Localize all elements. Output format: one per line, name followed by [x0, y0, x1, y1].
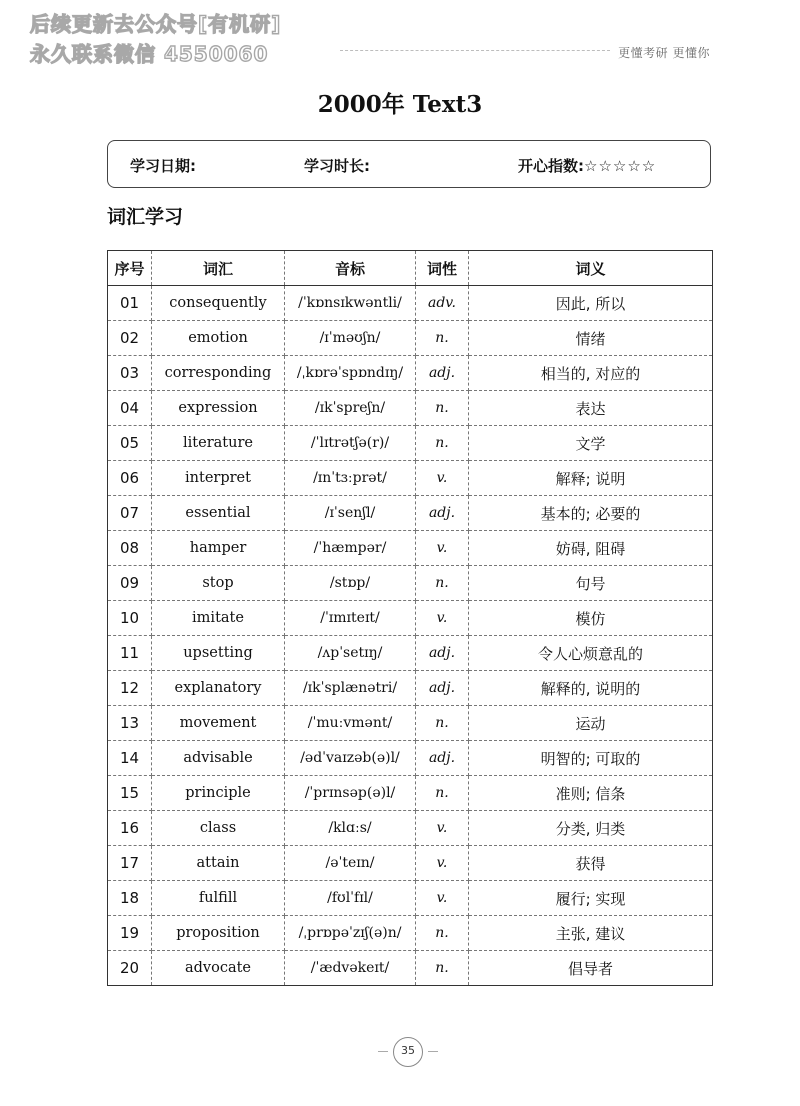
- part-of-speech: n.: [416, 916, 469, 951]
- table-row: [108, 531, 713, 566]
- part-of-speech: v.: [416, 846, 469, 881]
- part-of-speech: adj.: [416, 636, 469, 671]
- part-of-speech: v.: [416, 811, 469, 846]
- part-of-speech: n.: [416, 706, 469, 741]
- row-number: 16: [108, 811, 152, 846]
- study-duration-label: 学习时长:: [304, 157, 370, 175]
- vocab-word: advocate: [152, 951, 285, 986]
- meaning: 因此, 所以: [469, 286, 713, 321]
- phonetic: /ˈɪmɪteɪt/: [285, 601, 416, 636]
- vocab-word: interpret: [152, 461, 285, 496]
- table-row: [108, 741, 713, 776]
- phonetic: /klɑːs/: [285, 811, 416, 846]
- table-row: [108, 461, 713, 496]
- part-of-speech: n.: [416, 951, 469, 986]
- vocab-word: proposition: [152, 916, 285, 951]
- header-part-of-speech: 词性: [416, 251, 469, 286]
- table-row: [108, 916, 713, 951]
- header-number: 序号: [108, 251, 152, 286]
- table-row: [108, 671, 713, 706]
- phonetic: /ɪnˈtɜːprət/: [285, 461, 416, 496]
- row-number: 20: [108, 951, 152, 986]
- vocab-word: attain: [152, 846, 285, 881]
- row-number: 07: [108, 496, 152, 531]
- meaning: 倡导者: [469, 951, 713, 986]
- meaning: 情绪: [469, 321, 713, 356]
- row-number: 13: [108, 706, 152, 741]
- table-row: [108, 426, 713, 461]
- meaning: 句号: [469, 566, 713, 601]
- part-of-speech: v.: [416, 601, 469, 636]
- part-of-speech: n.: [416, 426, 469, 461]
- part-of-speech: adv.: [416, 286, 469, 321]
- phonetic: /ɪkˈspreʃn/: [285, 391, 416, 426]
- meaning: 运动: [469, 706, 713, 741]
- study-info-box: [107, 140, 711, 188]
- part-of-speech: adj.: [416, 671, 469, 706]
- row-number: 06: [108, 461, 152, 496]
- vocab-word: upsetting: [152, 636, 285, 671]
- table-row: [108, 706, 713, 741]
- table-row: [108, 566, 713, 601]
- vocab-word: fulfill: [152, 881, 285, 916]
- watermark-line-1: 后续更新去公众号[有机研]: [30, 12, 282, 36]
- phonetic: /ˈlɪtrətʃə(r)/: [285, 426, 416, 461]
- study-date-label: 学习日期:: [130, 157, 196, 175]
- vocab-word: imitate: [152, 601, 285, 636]
- phonetic: /ɪkˈsplænətri/: [285, 671, 416, 706]
- part-of-speech: n.: [416, 776, 469, 811]
- row-number: 05: [108, 426, 152, 461]
- vocab-word: literature: [152, 426, 285, 461]
- vocab-word: advisable: [152, 741, 285, 776]
- vocab-word: expression: [152, 391, 285, 426]
- header-meaning: 词义: [469, 251, 713, 286]
- phonetic: /ʌpˈsetɪŋ/: [285, 636, 416, 671]
- part-of-speech: adj.: [416, 496, 469, 531]
- vocab-word: principle: [152, 776, 285, 811]
- phonetic: /ˈhæmpər/: [285, 531, 416, 566]
- vocab-word: emotion: [152, 321, 285, 356]
- happiness-label: 开心指数:: [518, 157, 584, 175]
- row-number: 02: [108, 321, 152, 356]
- table-row: [108, 286, 713, 321]
- page-number-ornament-right: [428, 1051, 438, 1052]
- watermark: [30, 9, 281, 69]
- star-rating: ☆☆☆☆☆: [584, 157, 657, 175]
- phonetic: /ˈmuːvmənt/: [285, 706, 416, 741]
- row-number: 11: [108, 636, 152, 671]
- meaning: 解释的, 说明的: [469, 671, 713, 706]
- phonetic: /əˈteɪn/: [285, 846, 416, 881]
- row-number: 10: [108, 601, 152, 636]
- table-row: [108, 951, 713, 986]
- page-number: 35: [393, 1037, 423, 1067]
- meaning: 模仿: [469, 601, 713, 636]
- part-of-speech: v.: [416, 531, 469, 566]
- meaning: 明智的; 可取的: [469, 741, 713, 776]
- phonetic: /ˈkɒnsɪkwəntli/: [285, 286, 416, 321]
- section-title: 词汇学习: [107, 206, 184, 228]
- meaning: 主张, 建议: [469, 916, 713, 951]
- phonetic: /ˌprɒpəˈzɪʃ(ə)n/: [285, 916, 416, 951]
- row-number: 14: [108, 741, 152, 776]
- meaning: 相当的, 对应的: [469, 356, 713, 391]
- part-of-speech: n.: [416, 321, 469, 356]
- table-row: [108, 846, 713, 881]
- row-number: 17: [108, 846, 152, 881]
- meaning: 基本的; 必要的: [469, 496, 713, 531]
- row-number: 18: [108, 881, 152, 916]
- row-number: 03: [108, 356, 152, 391]
- part-of-speech: adj.: [416, 741, 469, 776]
- table-row: [108, 496, 713, 531]
- part-of-speech: adj.: [416, 356, 469, 391]
- meaning: 准则; 信条: [469, 776, 713, 811]
- row-number: 12: [108, 671, 152, 706]
- vocab-word: stop: [152, 566, 285, 601]
- vocab-word: explanatory: [152, 671, 285, 706]
- table-row: [108, 636, 713, 671]
- header-divider: [340, 50, 610, 51]
- table-header-row: [108, 251, 713, 286]
- table-row: [108, 391, 713, 426]
- meaning: 文学: [469, 426, 713, 461]
- table-row: [108, 356, 713, 391]
- watermark-line-2: 永久联系微信 4550060: [30, 42, 269, 66]
- table-row: [108, 811, 713, 846]
- header-tagline: 更懂考研 更懂你: [618, 46, 710, 60]
- row-number: 08: [108, 531, 152, 566]
- vocabulary-table: [107, 250, 713, 986]
- row-number: 15: [108, 776, 152, 811]
- meaning: 令人心烦意乱的: [469, 636, 713, 671]
- phonetic: /ədˈvaɪzəb(ə)l/: [285, 741, 416, 776]
- row-number: 04: [108, 391, 152, 426]
- phonetic: /ɪˈməʊʃn/: [285, 321, 416, 356]
- page-number-ornament-left: [378, 1051, 388, 1052]
- vocab-word: corresponding: [152, 356, 285, 391]
- phonetic: /ˈprɪnsəp(ə)l/: [285, 776, 416, 811]
- part-of-speech: n.: [416, 566, 469, 601]
- row-number: 19: [108, 916, 152, 951]
- vocab-word: essential: [152, 496, 285, 531]
- phonetic: /ˌkɒrəˈspɒndɪŋ/: [285, 356, 416, 391]
- happiness-index: [518, 155, 656, 176]
- meaning: 履行; 实现: [469, 881, 713, 916]
- part-of-speech: v.: [416, 461, 469, 496]
- phonetic: /ɪˈsenʃl/: [285, 496, 416, 531]
- row-number: 09: [108, 566, 152, 601]
- meaning: 获得: [469, 846, 713, 881]
- meaning: 表达: [469, 391, 713, 426]
- part-of-speech: n.: [416, 391, 469, 426]
- row-number: 01: [108, 286, 152, 321]
- phonetic: /fʊlˈfɪl/: [285, 881, 416, 916]
- header-word: 词汇: [152, 251, 285, 286]
- meaning: 妨碍, 阻碍: [469, 531, 713, 566]
- page-title: 2000年 Text3: [317, 91, 483, 118]
- table-row: [108, 601, 713, 636]
- vocab-word: hamper: [152, 531, 285, 566]
- vocab-word: movement: [152, 706, 285, 741]
- table-row: [108, 776, 713, 811]
- table-row: [108, 321, 713, 356]
- vocab-word: consequently: [152, 286, 285, 321]
- header-phonetic: 音标: [285, 251, 416, 286]
- phonetic: /stɒp/: [285, 566, 416, 601]
- vocab-word: class: [152, 811, 285, 846]
- phonetic: /ˈædvəkeɪt/: [285, 951, 416, 986]
- meaning: 解释; 说明: [469, 461, 713, 496]
- part-of-speech: v.: [416, 881, 469, 916]
- meaning: 分类, 归类: [469, 811, 713, 846]
- table-row: [108, 881, 713, 916]
